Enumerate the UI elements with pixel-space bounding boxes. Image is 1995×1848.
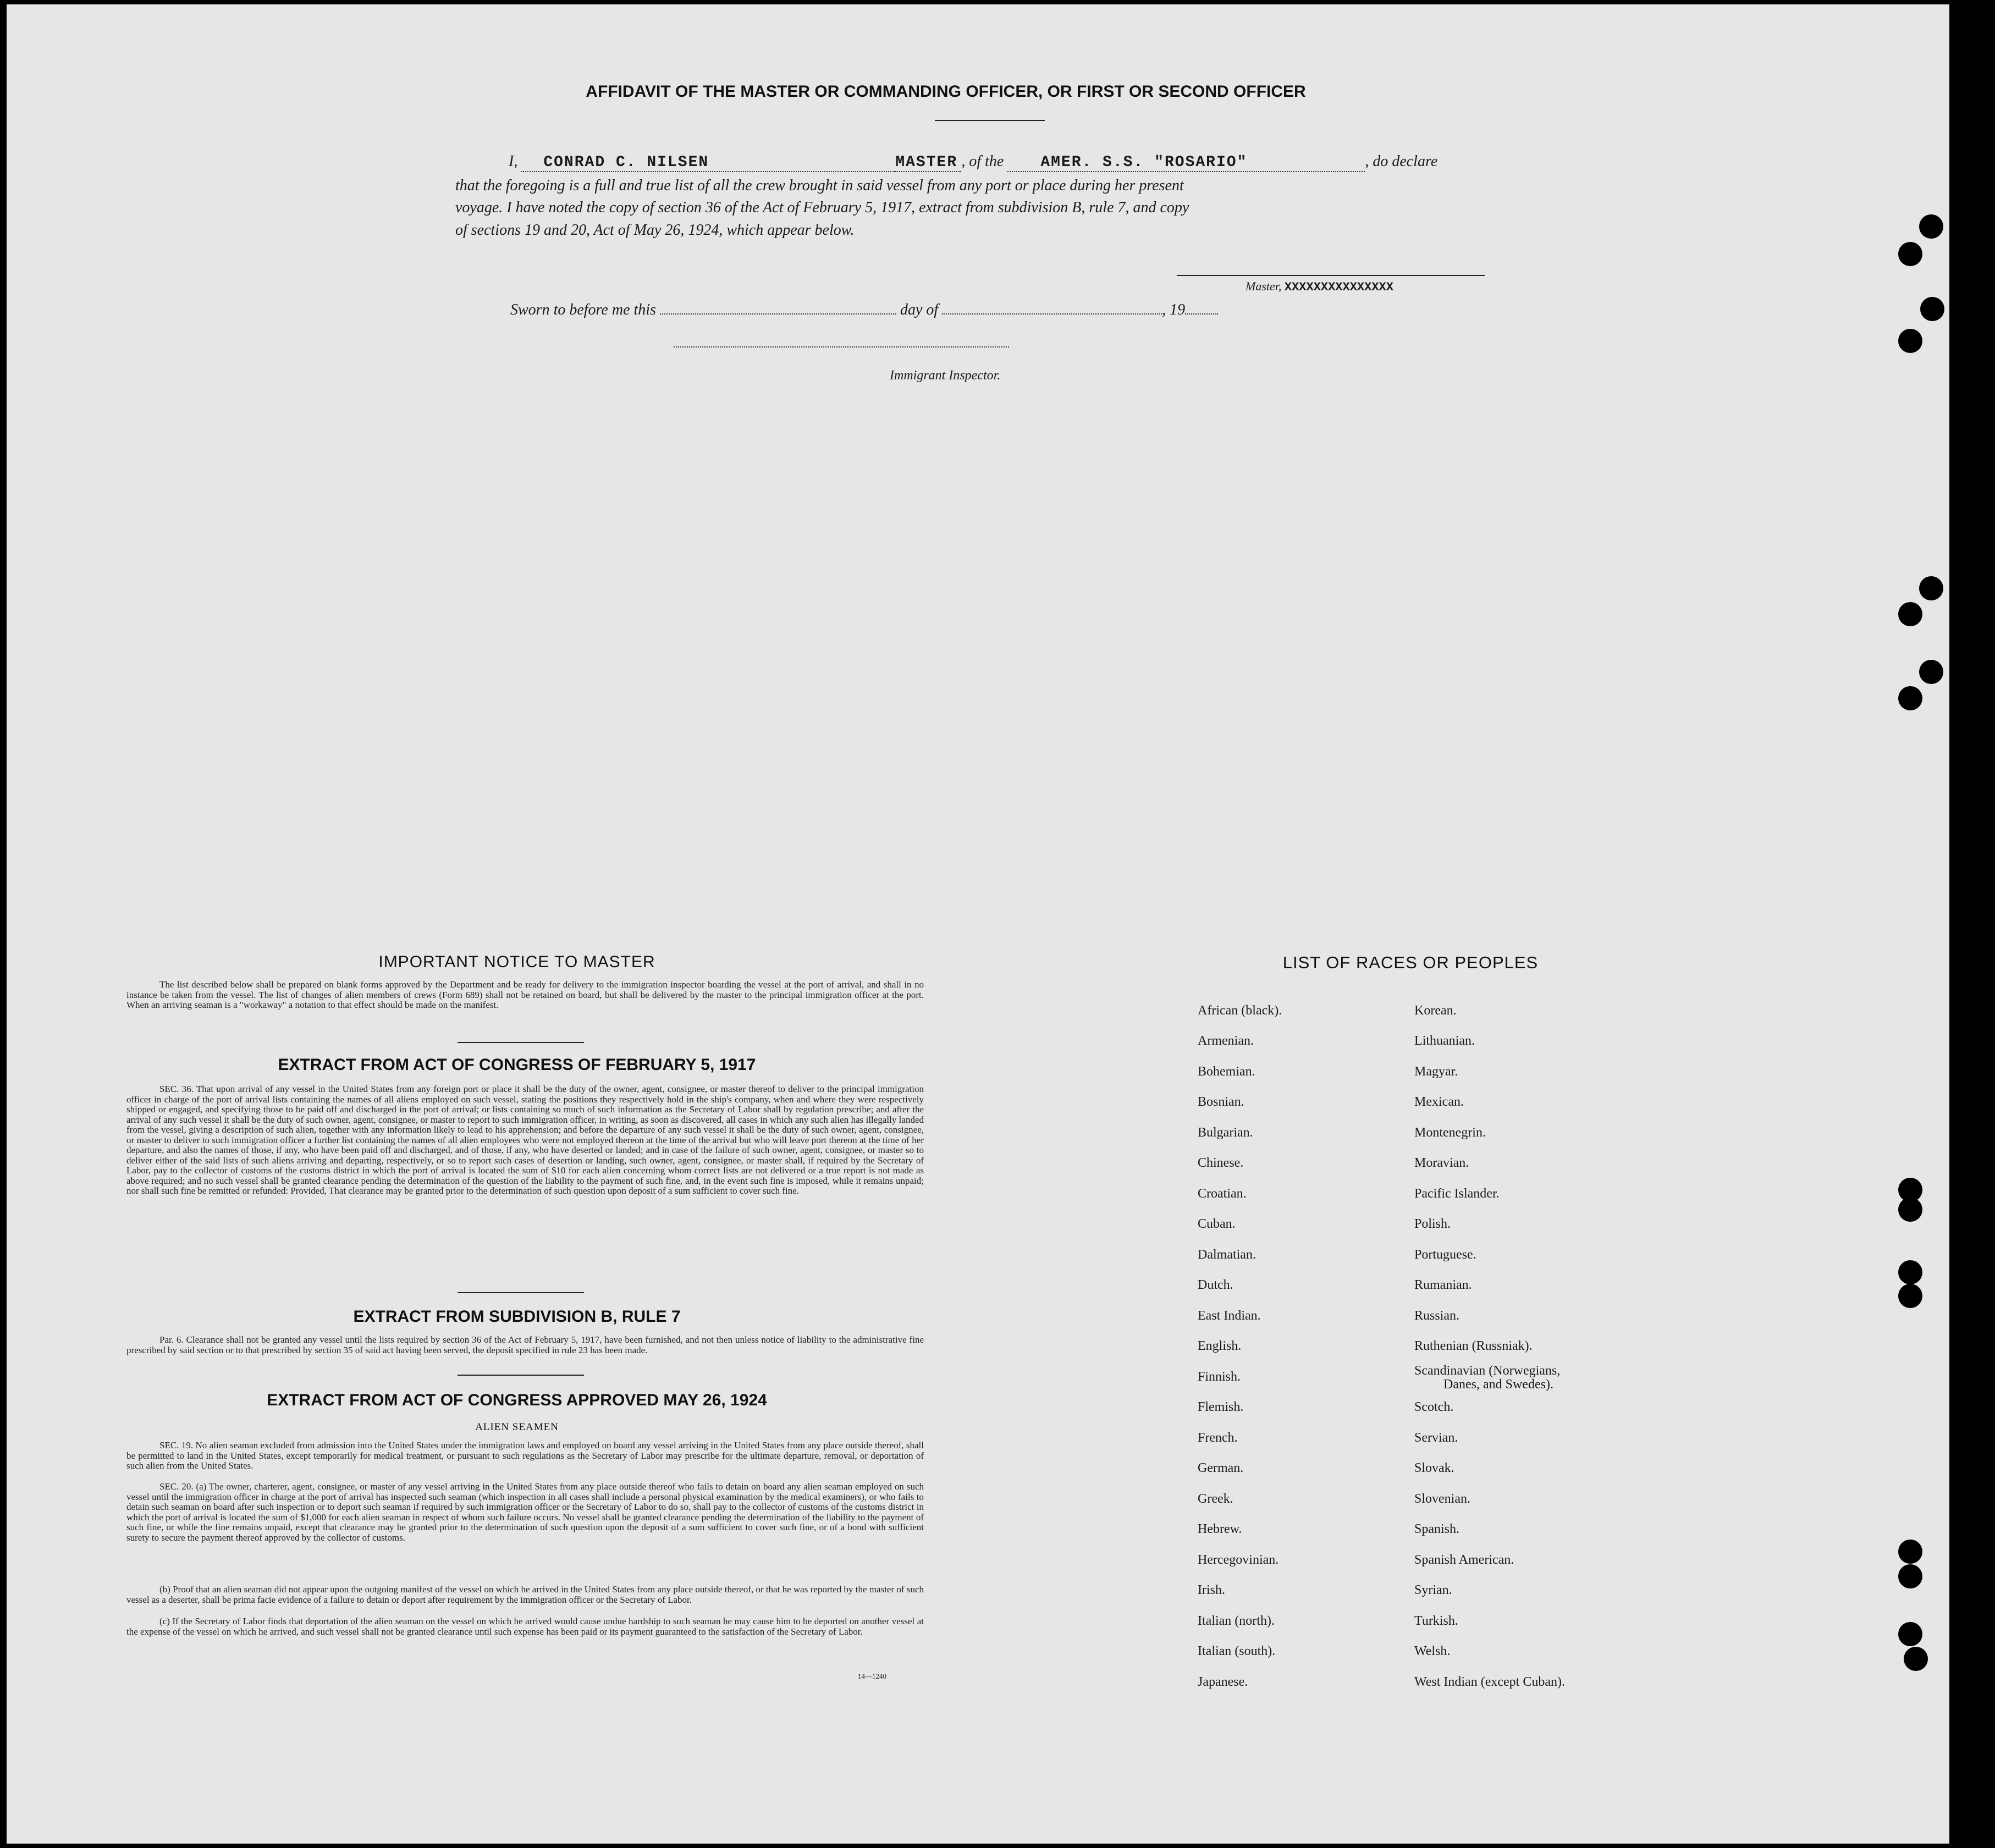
signature-line [1177,275,1485,276]
affidavit-line-2: that the foregoing is a full and true list of all the crew brought in said vessel from any port or place during her present [455,177,1184,194]
extract-1917-body: SEC. 36. That upon arrival of any vessel in the United States from any foreign port or place it shall be the duty of the owner, agent, consignee, or master thereof to deliver to the principal immigration officer in charge of the port of arrival lists containing the names of all aliens employed on such vessel, stating the positions they respectively hold in the ship's company, when and where they were respectively shipped or engaged, and specifying those to be paid off and discharged in the port of arrival; or lists containing so much of such information as the Secretary of Labor shall by regulation prescribe; and after the arrival of any such vessel it shall be the duty of such owner, agent, consignee, or master to report to such immigration officer, in writing, as soon as discovered, all cases in which any such alien has illegally landed from the vessel, giving a description of such alien, together with any information likely to lead to his apprehension; and before the departure of any such vessel it shall be the duty of such owner, agent, consignee, or master to deliver to such immigration officer a further list containing the names of all alien employees who were not employed thereon at the time of the arrival but who will leave port thereon at the time of her departure, and also the names of those, if any, who have been paid off and discharged, and of those, if any, who have deserted or landed; and in case of the failure of such owner, agent, consignee, or master so to deliver either of the said lists of such aliens arriving and departing, respectively, or so to report such cases of desertion or landing, such owner, agent, consignee, or master shall, if required by the Secretary of Labor, pay to the collector of customs of the customs district in which the port of arrival is located the sum of $10 for each alien concerning whom correct lists are not delivered or a true report is not made as above required; and no such vessel shall be granted clearance pending the determination of the question of the liability to the payment of such fine, and, in the event such fine is imposed, while it remains unpaid; nor shall such fine be remitted or refunded: Provided, That clearance may be granted prior to the determination of such question upon deposit of a sum sufficient to cover such fine. [126,1084,924,1196]
notice-title: IMPORTANT NOTICE TO MASTER [378,953,655,971]
race-item: Dutch. [1198,1278,1233,1292]
race-item: Dalmatian. [1198,1248,1256,1262]
sec-20c-body: (c) If the Secretary of Labor finds that deportation of the alien seaman on the vessel on which he arrived would cause undue hardship to such seaman he may cause him to be deported on another vessel at the expense of the vessel on which he arrived, and such vessel shall not be granted clearance until such expense has been paid or its payment guaranteed to the satisfaction of the Secretary of Labor. [126,1616,924,1637]
race-item: Scandinavian (Norwegians, [1414,1364,1561,1378]
race-item: French. [1198,1431,1238,1445]
race-item: Welsh. [1414,1644,1451,1658]
extract-1924-title: EXTRACT FROM ACT OF CONGRESS APPROVED MAY 26, 1924 [267,1391,767,1409]
race-item: German. [1198,1461,1244,1475]
divider [458,1292,584,1293]
punch-hole [1920,297,1944,321]
race-item: Bulgarian. [1198,1126,1253,1140]
race-item: Polish. [1414,1217,1451,1231]
race-item: Spanish. [1414,1522,1460,1536]
race-item: Mexican. [1414,1095,1464,1109]
affidavit-line-3: voyage. I have noted the copy of section 36 of the Act of February 5, 1917, extract from subdivision B, rule 7, and copy [455,199,1189,216]
race-item: Cuban. [1198,1217,1236,1231]
race-item: Slovak. [1414,1461,1454,1475]
sworn-month-field [942,313,1162,315]
race-item: Syrian. [1414,1583,1452,1597]
notice-body: The list described below shall be prepared on blank forms approved by the Department and be ready for delivery to the immigration inspector boarding the vessel at the port of arrival, and shall in no instance be taken from the vessel. The list of changes of alien members of crews (Form 689) shall not be retained on board, but shall be delivered by the master to the principal immigration officer at the port. When an arriving seaman is a "workaway" a notation to that effect should be made on the manifest. [126,979,924,1010]
affidavit-title: AFFIDAVIT OF THE MASTER OR COMMANDING OFFICER, OR FIRST OR SECOND OFFICER [586,82,1306,101]
punch-hole [1919,576,1943,600]
race-item: Finnish. [1198,1370,1241,1384]
divider [935,120,1045,121]
sec-20b-body: (b) Proof that an alien seaman did not appear upon the outgoing manifest of the vessel on which he arrived in the United States from any place outside thereof, or that he was reported by the master of such vessel as a deserter, shall be prima facie evidence of a failure to detain or deport after requirement by the immigration officer or the Secretary of Labor. [126,1584,924,1605]
sec-19-body: SEC. 19. No alien seaman excluded from admission into the United States under the immigration laws and employed on board any vessel arriving in the United States from any place outside thereof, shall be permitted to land in the United States, except temporarily for medical treatment, or pursuant to such regulations as the Secretary of Labor may prescribe for the ultimate departure, removal, or deportation of such alien from the United States. [126,1440,924,1471]
race-item: Bohemian. [1198,1064,1255,1079]
divider [458,1042,584,1043]
race-item: Korean. [1414,1003,1457,1018]
race-item: Japanese. [1198,1675,1248,1689]
affidavit-line-1 [509,153,1437,172]
scan-edge [1949,0,1995,1848]
race-item: Ruthenian (Russniak). [1414,1339,1533,1353]
race-item: Croatian. [1198,1187,1247,1201]
race-item: Chinese. [1198,1156,1244,1170]
sworn-day-field [660,313,896,315]
inspector-signature-line [674,346,1009,347]
sworn-year-field [1185,313,1218,315]
race-item: Servian. [1414,1431,1458,1445]
document-sheet [7,4,1953,1844]
sworn-line: Sworn to before me this day of , 19 [510,301,1218,319]
extract-1924-subtitle: ALIEN SEAMEN [475,1421,559,1433]
extract-1917-title: EXTRACT FROM ACT OF CONGRESS OF FEBRUARY 5, 1917 [278,1056,756,1074]
race-item: Hercegovinian. [1198,1553,1279,1567]
punch-hole [1898,1622,1922,1646]
form-number: 14—1240 [858,1672,886,1680]
race-item: African (black). [1198,1003,1282,1018]
label-do-declare: , do declare [1365,153,1438,170]
race-item: Flemish. [1198,1400,1244,1414]
vessel-field: AMER. S.S. "ROSARIO" [1007,153,1365,172]
race-item: English. [1198,1339,1242,1353]
punch-hole [1919,660,1943,684]
race-item: Montenegrin. [1414,1126,1486,1140]
race-item: Scotch. [1414,1400,1454,1414]
race-item: Turkish. [1414,1614,1458,1628]
punch-hole [1898,329,1922,353]
label-i: I, [509,153,518,170]
race-item: Portuguese. [1414,1248,1476,1262]
race-item: West Indian (except Cuban). [1414,1675,1565,1689]
divider [458,1375,584,1376]
race-item: Lithuanian. [1414,1034,1475,1048]
punch-hole [1898,686,1922,710]
subdivision-b-title: EXTRACT FROM SUBDIVISION B, RULE 7 [353,1308,681,1326]
race-item: Slovenian. [1414,1492,1470,1506]
race-item: Moravian. [1414,1156,1469,1170]
master-name-field: CONRAD C. NILSEN [521,153,895,172]
master-strikeout: XXXXXXXXXXXXXXX [1284,280,1393,294]
punch-hole [1898,1198,1922,1222]
punch-hole [1904,1647,1928,1671]
sec-20a-body: SEC. 20. (a) The owner, charterer, agent, consignee, or master of any vessel arriving in the United States from any place outside thereof who fails to detain on board any alien seaman employed on such vessel until the immigration officer in charge at the port of arrival has inspected such seaman (which inspection in all cases shall include a personal physical examination by the medical examiners), or who fails to detain such seaman on board after such inspection or to deport such seaman if required by such immigration officer or the Secretary of Labor to do so, shall pay to the collector of customs of the customs district in which the port of arrival is located the sum of $1,000 for each alien seaman in respect of whom such failure occurs. No vessel shall be granted clearance pending the determination of the liability to the payment of such fine, or while the fine remains unpaid, except that clearance may be granted prior to the determination of such question upon the deposit of a sum sufficient to cover such fine, or of a bond with sufficient surety to secure the payment thereof approved by the collector of customs. [126,1481,924,1543]
label-of-the: , of the [961,153,1004,170]
punch-hole [1898,1540,1922,1564]
race-item-continuation: Danes, and Swedes). [1443,1377,1553,1392]
race-item: Russian. [1414,1309,1460,1323]
race-item: Rumanian. [1414,1278,1472,1292]
race-item: Spanish American. [1414,1553,1514,1567]
race-item: Italian (north). [1198,1614,1275,1628]
master-signature-label: Master, XXXXXXXXXXXXXXX [1246,279,1393,294]
race-item: Bosnian. [1198,1095,1244,1109]
punch-hole [1919,214,1943,239]
race-item: Greek. [1198,1492,1233,1506]
punch-hole [1898,602,1922,626]
punch-hole [1898,1260,1922,1284]
race-item: Italian (south). [1198,1644,1276,1658]
affidavit-line-4: of sections 19 and 20, Act of May 26, 1924, which appear below. [455,222,855,239]
race-item: Armenian. [1198,1034,1254,1048]
punch-hole [1898,242,1922,266]
race-item: Hebrew. [1198,1522,1242,1536]
subdivision-b-body: Par. 6. Clearance shall not be granted any vessel until the lists required by section 36 of the Act of February 5, 1917, have been furnished, and not then unless notice of liability to the administrative fine prescribed by said section or to that prescribed by section 35 of said act having been served, the deposit specified in rule 23 has been made. [126,1334,924,1355]
punch-hole [1898,1284,1922,1308]
race-item: East Indian. [1198,1309,1261,1323]
inspector-label: Immigrant Inspector. [890,368,1001,383]
race-item: Pacific Islander. [1414,1187,1500,1201]
race-item: Irish. [1198,1583,1225,1597]
race-item: Magyar. [1414,1064,1458,1079]
punch-hole [1898,1564,1922,1588]
races-title: LIST OF RACES OR PEOPLES [1282,953,1539,972]
rank-field: MASTER [895,153,961,172]
